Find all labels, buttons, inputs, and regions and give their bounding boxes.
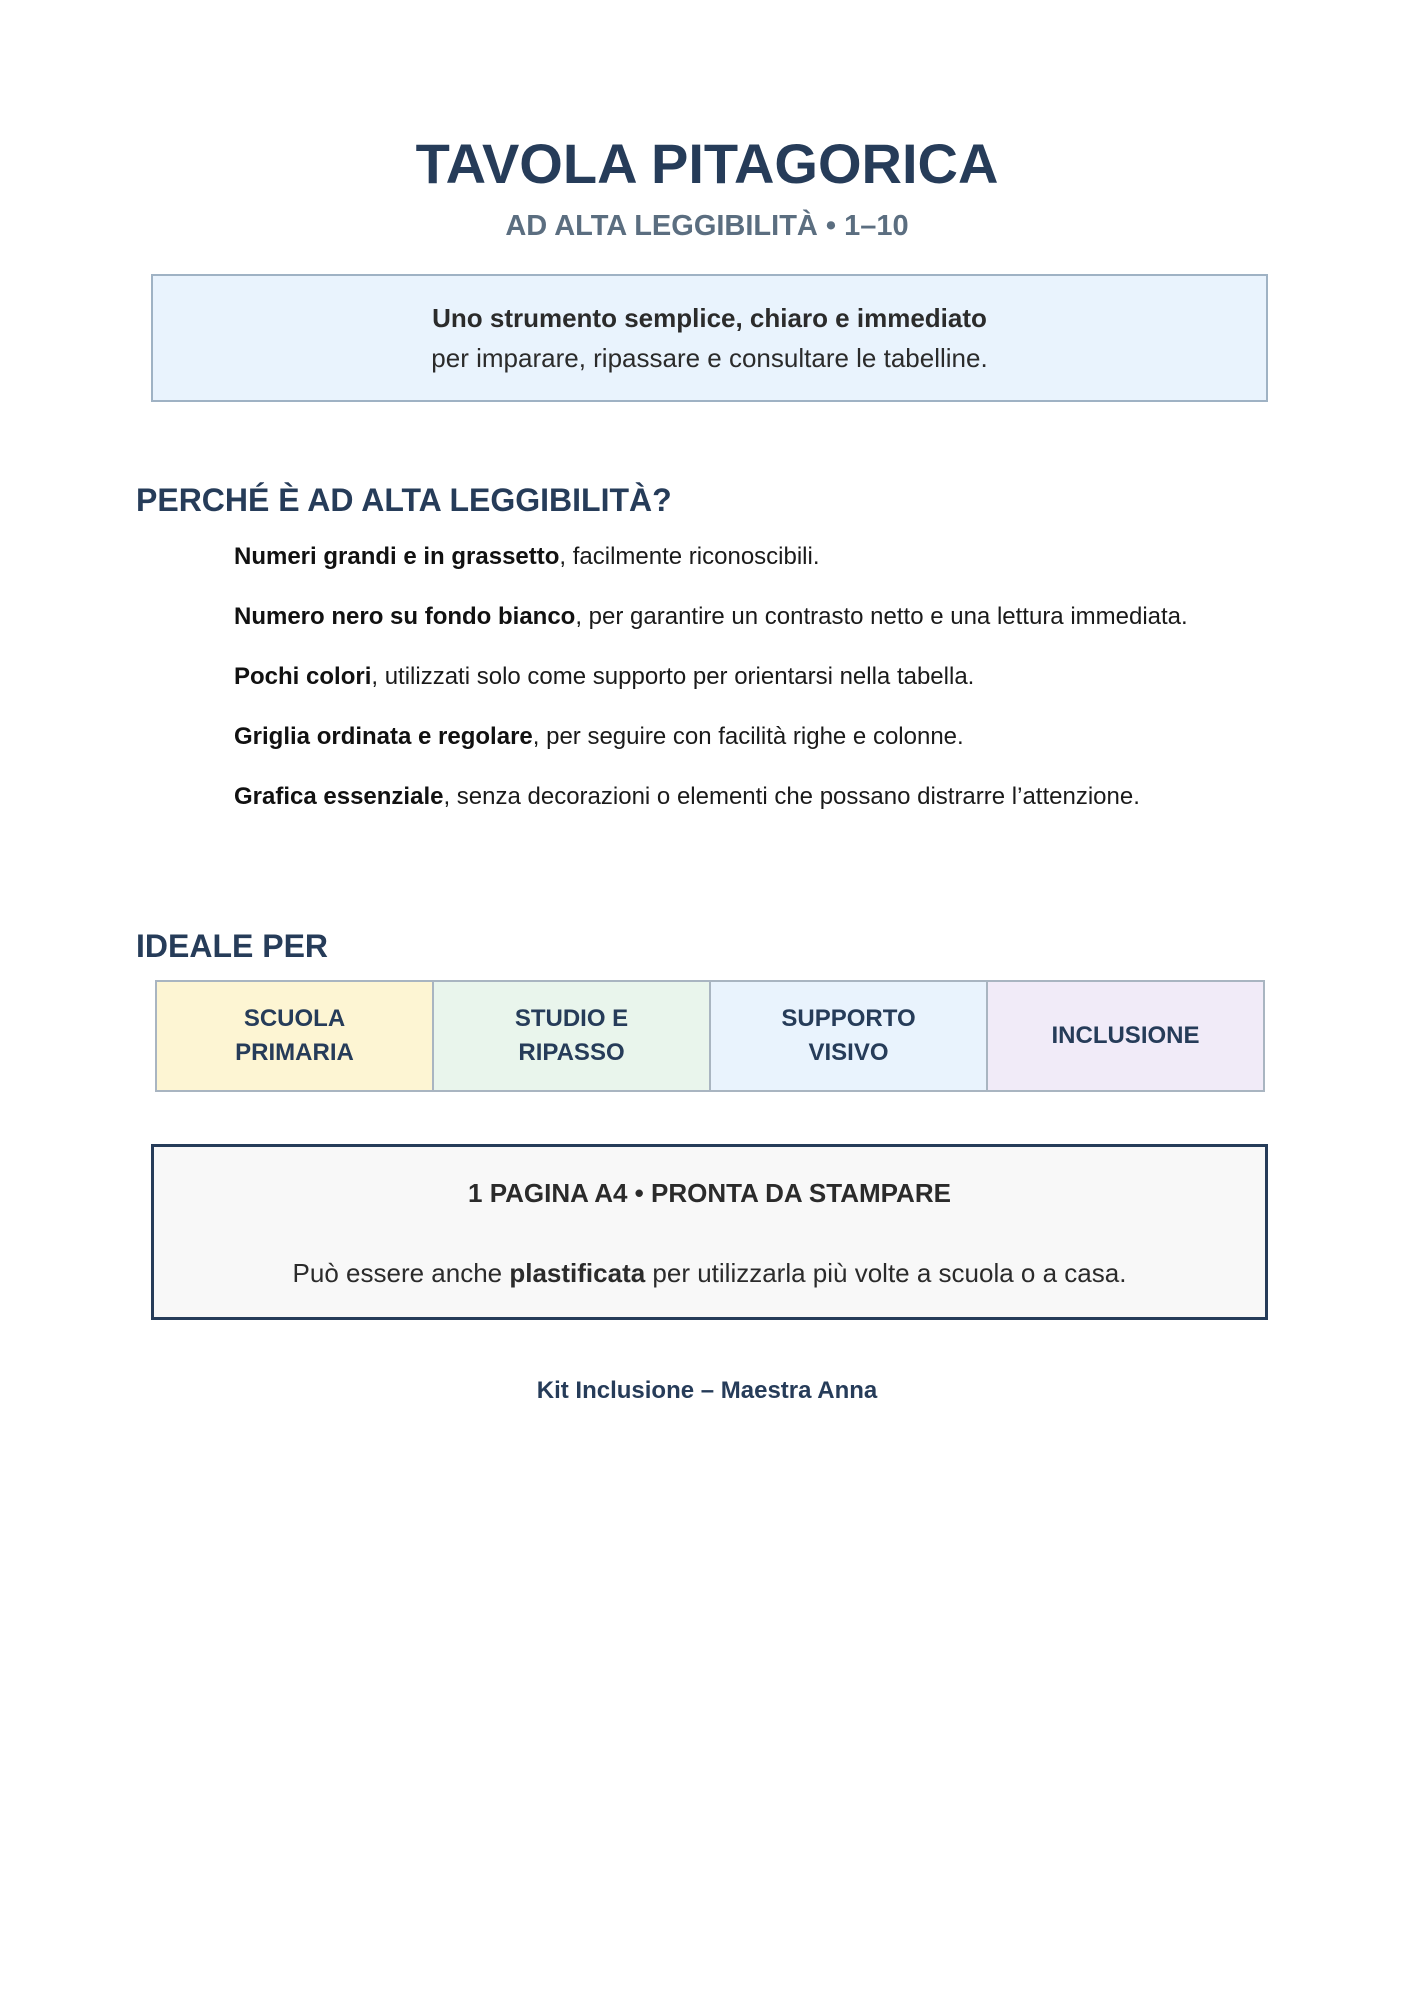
ideal-cell-scuola-primaria: SCUOLA PRIMARIA	[157, 982, 434, 1090]
ideal-cell-supporto-visivo: SUPPORTO VISIVO	[711, 982, 988, 1090]
feature-item-text: , per garantire un contrasto netto e una lettura immediata.	[575, 603, 1188, 630]
print-info-text-before: Può essere anche	[292, 1258, 510, 1288]
feature-item-bold: Grafica essenziale	[234, 783, 444, 810]
feature-item-text: , per seguire con facilità righe e colonne.	[532, 723, 964, 750]
feature-item-bold: Pochi colori	[234, 663, 372, 690]
intro-box	[151, 274, 1268, 402]
page-title: TAVOLA PITAGORICA	[415, 132, 999, 195]
ideal-section-heading: IDEALE PER	[136, 928, 329, 964]
feature-item	[234, 658, 1274, 696]
feature-item-text: , senza decorazioni o elementi che possano distrarre l’attenzione.	[443, 783, 1140, 810]
features-list	[234, 538, 1274, 838]
print-info-text	[154, 1255, 1265, 1291]
feature-item-bold: Numero nero su fondo bianco	[234, 603, 576, 630]
print-info-text-bold: plastificata	[509, 1258, 646, 1288]
feature-item-bold: Numeri grandi e in grassetto	[234, 543, 560, 570]
print-info-box	[151, 1144, 1268, 1320]
intro-description: per imparare, ripassare e consultare le tabelline.	[431, 343, 988, 373]
ideal-cell-studio-ripasso: STUDIO E RIPASSO	[434, 982, 711, 1090]
intro-headline: Uno strumento semplice, chiaro e immediato	[432, 303, 987, 333]
feature-item	[234, 598, 1274, 636]
feature-item	[234, 718, 1274, 756]
print-info-title: 1 PAGINA A4 • PRONTA DA STAMPARE	[468, 1178, 951, 1208]
why-section-heading: PERCHÉ È AD ALTA LEGGIBILITÀ?	[136, 482, 672, 518]
feature-item-text: , utilizzati solo come supporto per orientarsi nella tabella.	[371, 663, 975, 690]
feature-item-bold: Griglia ordinata e regolare	[234, 723, 533, 750]
print-info-text-after: per utilizzarla più volte a scuola o a casa.	[645, 1258, 1127, 1288]
page-subtitle: AD ALTA LEGGIBILITÀ • 1–10	[505, 210, 909, 242]
ideal-cell-inclusione: INCLUSIONE	[988, 982, 1263, 1090]
feature-item-text: , facilmente riconoscibili.	[559, 543, 820, 570]
feature-item	[234, 538, 1274, 576]
ideal-for-table	[155, 980, 1265, 1092]
footer-credit: Kit Inclusione – Maestra Anna	[536, 1377, 878, 1404]
feature-item	[234, 778, 1274, 816]
